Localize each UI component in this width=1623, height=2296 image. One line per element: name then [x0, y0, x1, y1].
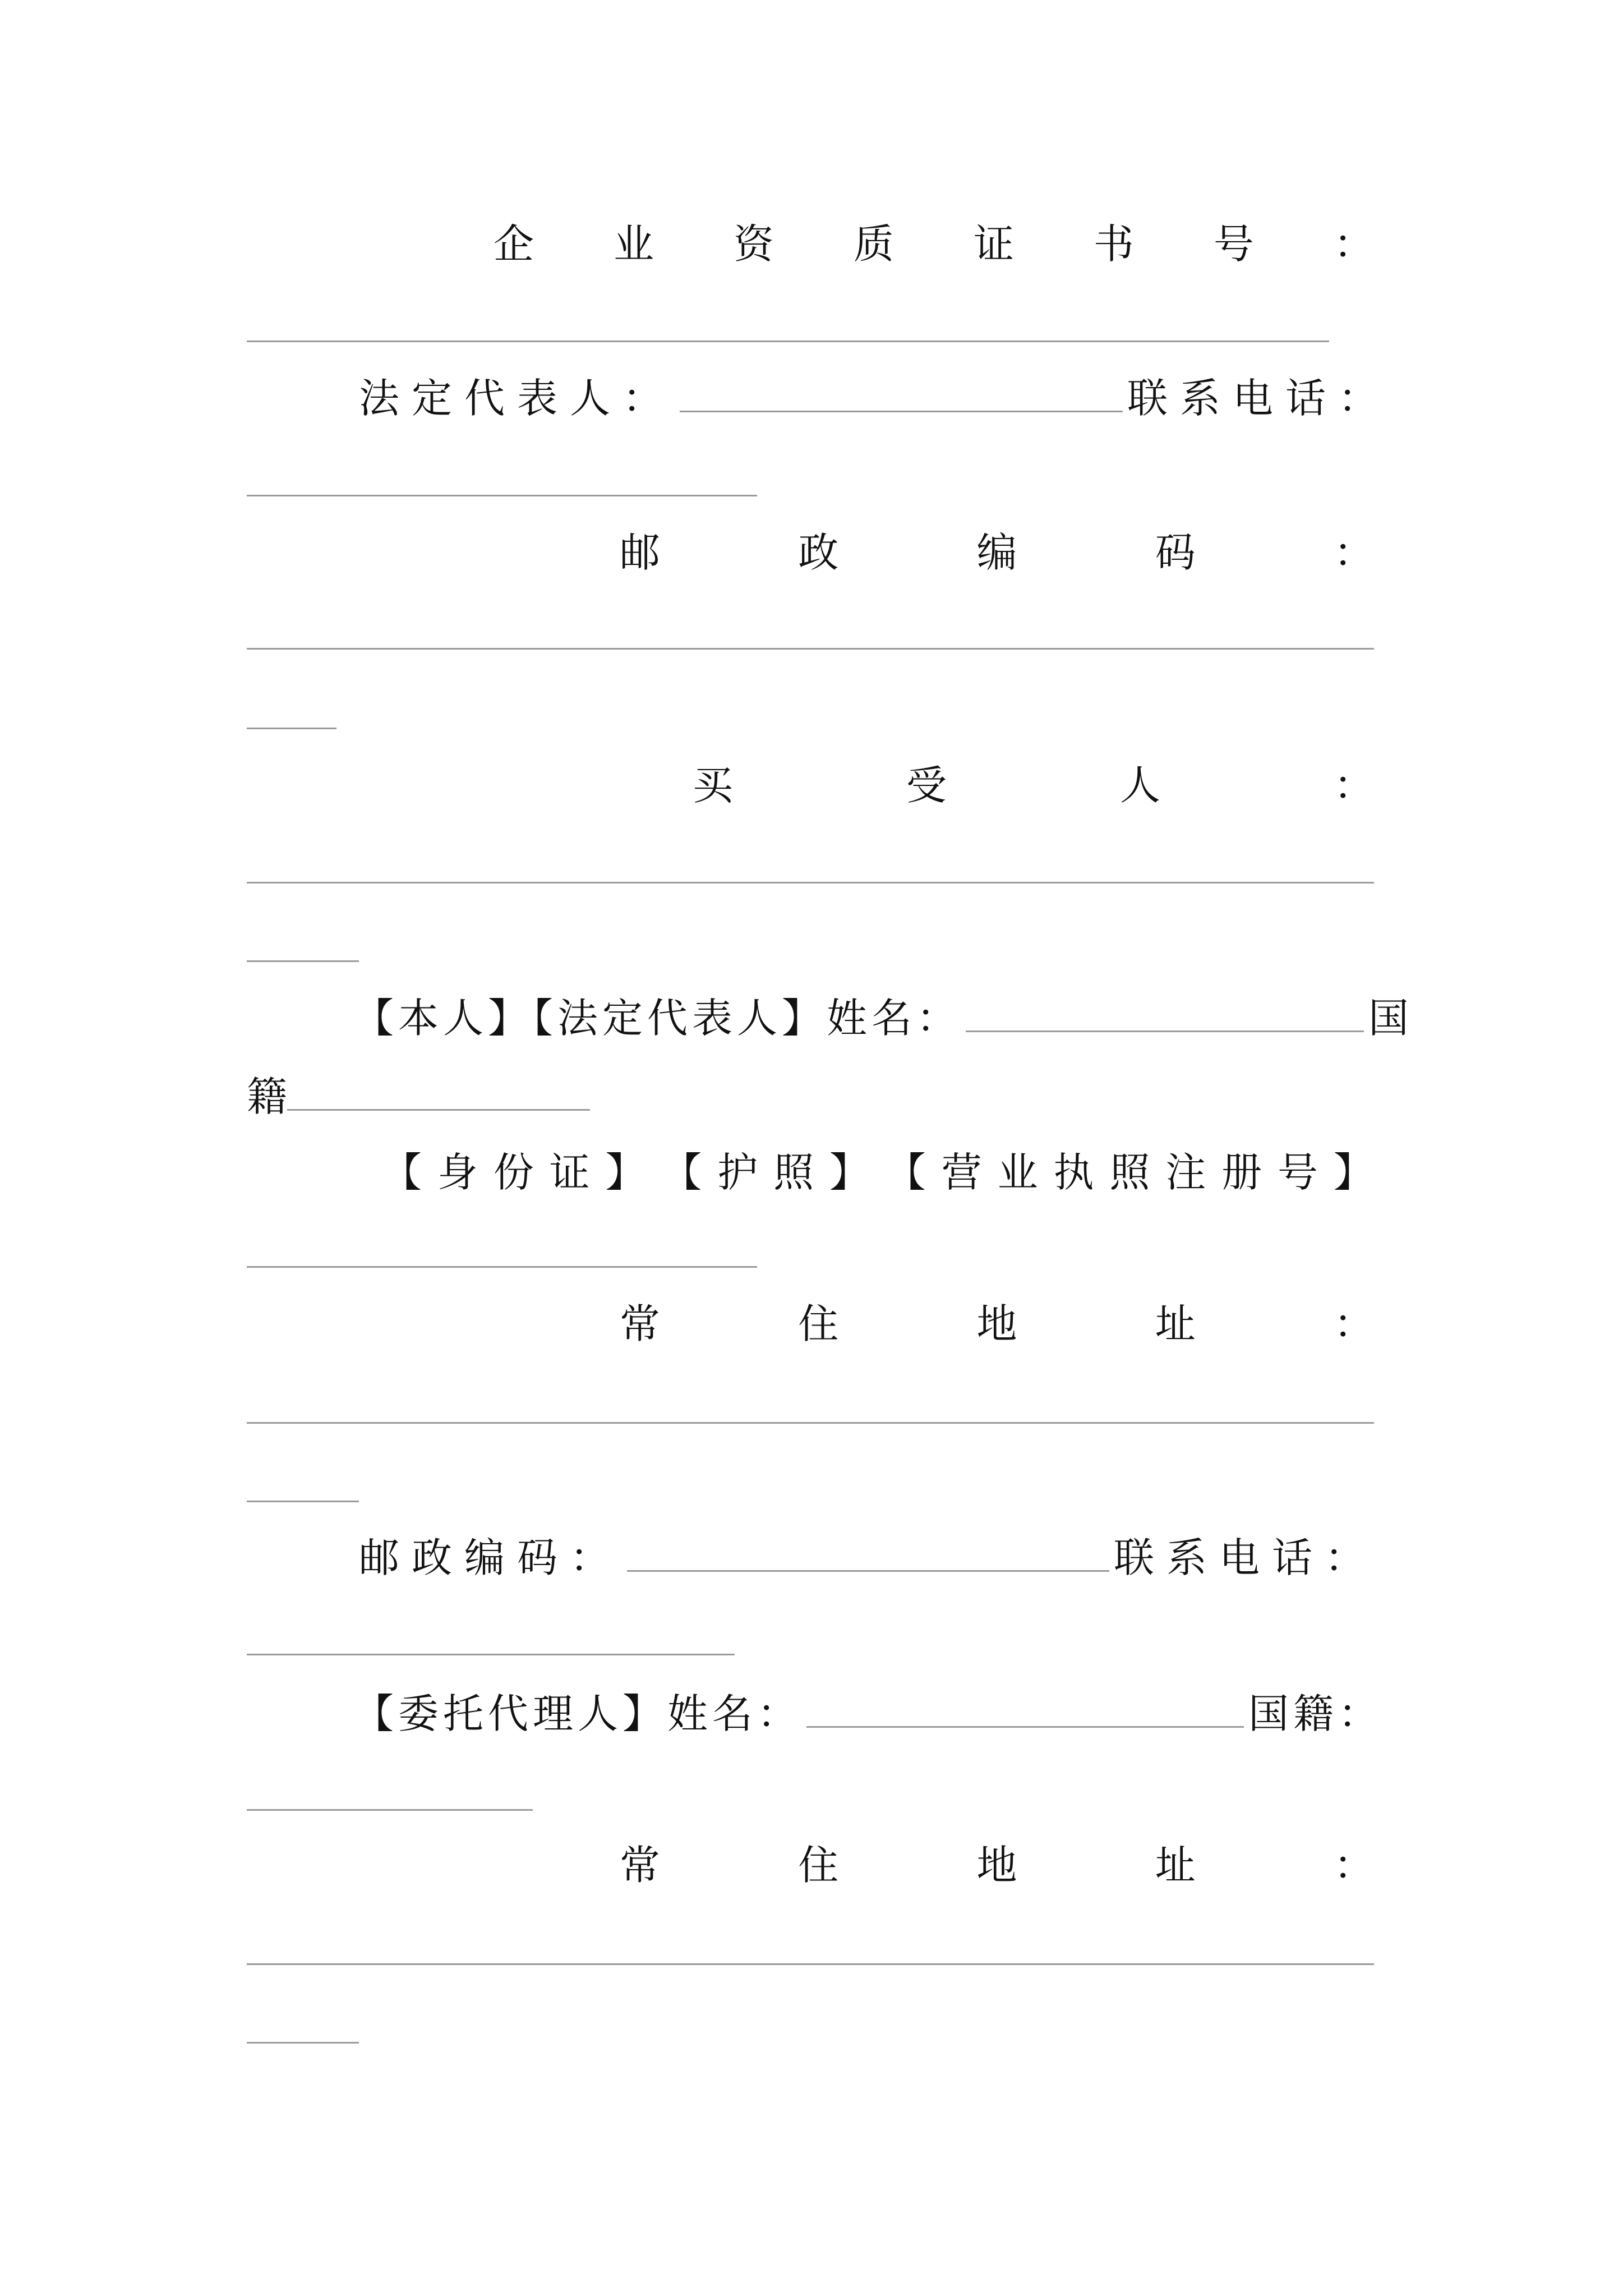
- char: 册: [1221, 1149, 1262, 1196]
- agent-name-label: 【委托代理人】姓名：: [353, 1690, 803, 1737]
- char: 身: [437, 1149, 478, 1196]
- char: 码: [1155, 529, 1196, 576]
- agent-address-blank-continued[interactable]: [247, 2042, 359, 2044]
- char: 营: [941, 1149, 982, 1196]
- nationality-row: [247, 1071, 594, 1122]
- legal-rep-row: [359, 373, 1391, 424]
- char: 住: [798, 1300, 839, 1347]
- agent-name-blank[interactable]: [806, 1692, 1244, 1728]
- postcode-blank-continued[interactable]: [247, 728, 336, 729]
- char: 政: [798, 529, 839, 576]
- char: 护: [717, 1149, 758, 1196]
- char: 买: [693, 762, 734, 809]
- char: 书: [1093, 220, 1134, 268]
- char: 份: [493, 1149, 534, 1196]
- nationality-head: 籍: [247, 1073, 288, 1120]
- char: 执: [1053, 1149, 1094, 1196]
- char: 编: [976, 529, 1017, 576]
- char: 地: [976, 1842, 1017, 1889]
- nationality-blank[interactable]: [287, 1075, 590, 1111]
- phone-blank-2[interactable]: [247, 1654, 735, 1655]
- char: ：: [1333, 762, 1374, 809]
- char: 证: [973, 220, 1014, 268]
- agent-address-label: [620, 1840, 1374, 1890]
- agent-address-blank[interactable]: [247, 1963, 1374, 1965]
- char: ：: [1333, 1300, 1374, 1347]
- agent-nationality-blank[interactable]: [247, 1809, 533, 1811]
- person-name-blank[interactable]: [966, 997, 1364, 1032]
- id-number-blank[interactable]: [247, 1266, 757, 1268]
- char: 住: [798, 1842, 839, 1889]
- postcode-blank[interactable]: [247, 648, 1374, 650]
- phone-label: 联系电话：: [1127, 375, 1391, 422]
- char: 地: [976, 1300, 1017, 1347]
- buyer-blank[interactable]: [247, 882, 1374, 884]
- phone-label-2: 联系电话：: [1114, 1534, 1378, 1581]
- char: 号: [1278, 1149, 1318, 1196]
- char: 邮: [620, 529, 661, 576]
- char: 受: [906, 762, 947, 809]
- person-name-label: 【本人】【法定代表人】姓名：: [353, 995, 962, 1042]
- address-blank[interactable]: [247, 1422, 1374, 1424]
- buyer-label: [693, 760, 1374, 811]
- nationality-tail: 国: [1368, 995, 1414, 1042]
- cert-number-blank[interactable]: [247, 341, 1329, 342]
- char: 照: [773, 1149, 814, 1196]
- buyer-blank-continued[interactable]: [247, 960, 359, 962]
- phone-blank[interactable]: [247, 495, 757, 496]
- char: 业: [613, 220, 654, 268]
- person-name-row: [353, 993, 1413, 1043]
- char: 质: [853, 220, 894, 268]
- char: 】: [829, 1149, 870, 1196]
- agent-nationality-label: 国籍：: [1248, 1690, 1384, 1737]
- char: 业: [997, 1149, 1038, 1196]
- address-blank-continued[interactable]: [247, 1501, 359, 1502]
- cert-number-label: [494, 219, 1374, 269]
- address-label: [620, 1299, 1374, 1349]
- agent-name-row: [353, 1688, 1383, 1739]
- postcode-phone-row: [359, 1533, 1377, 1583]
- char: 证: [549, 1149, 590, 1196]
- char: 人: [1119, 762, 1160, 809]
- postcode-label-2: 邮政编码：: [359, 1534, 623, 1581]
- char: 【: [661, 1149, 702, 1196]
- id-type-row: [381, 1147, 1374, 1198]
- char: 【: [885, 1149, 926, 1196]
- char: 【: [381, 1149, 422, 1196]
- char: 】: [1333, 1149, 1374, 1196]
- char: 常: [620, 1300, 661, 1347]
- char: ：: [1333, 529, 1374, 576]
- char: 址: [1155, 1842, 1196, 1889]
- char: 址: [1155, 1300, 1196, 1347]
- char: 】: [605, 1149, 646, 1196]
- char: ：: [1333, 1842, 1374, 1889]
- legal-rep-blank[interactable]: [680, 377, 1123, 412]
- char: 注: [1165, 1149, 1206, 1196]
- postcode-blank-2[interactable]: [627, 1536, 1109, 1572]
- char: 资: [733, 220, 774, 268]
- char: 企: [494, 220, 534, 268]
- char: 常: [620, 1842, 661, 1889]
- postcode-label: [620, 527, 1374, 578]
- char: ：: [1333, 220, 1374, 268]
- legal-rep-label: 法定代表人：: [359, 375, 676, 422]
- char: 号: [1213, 220, 1254, 268]
- char: 照: [1109, 1149, 1150, 1196]
